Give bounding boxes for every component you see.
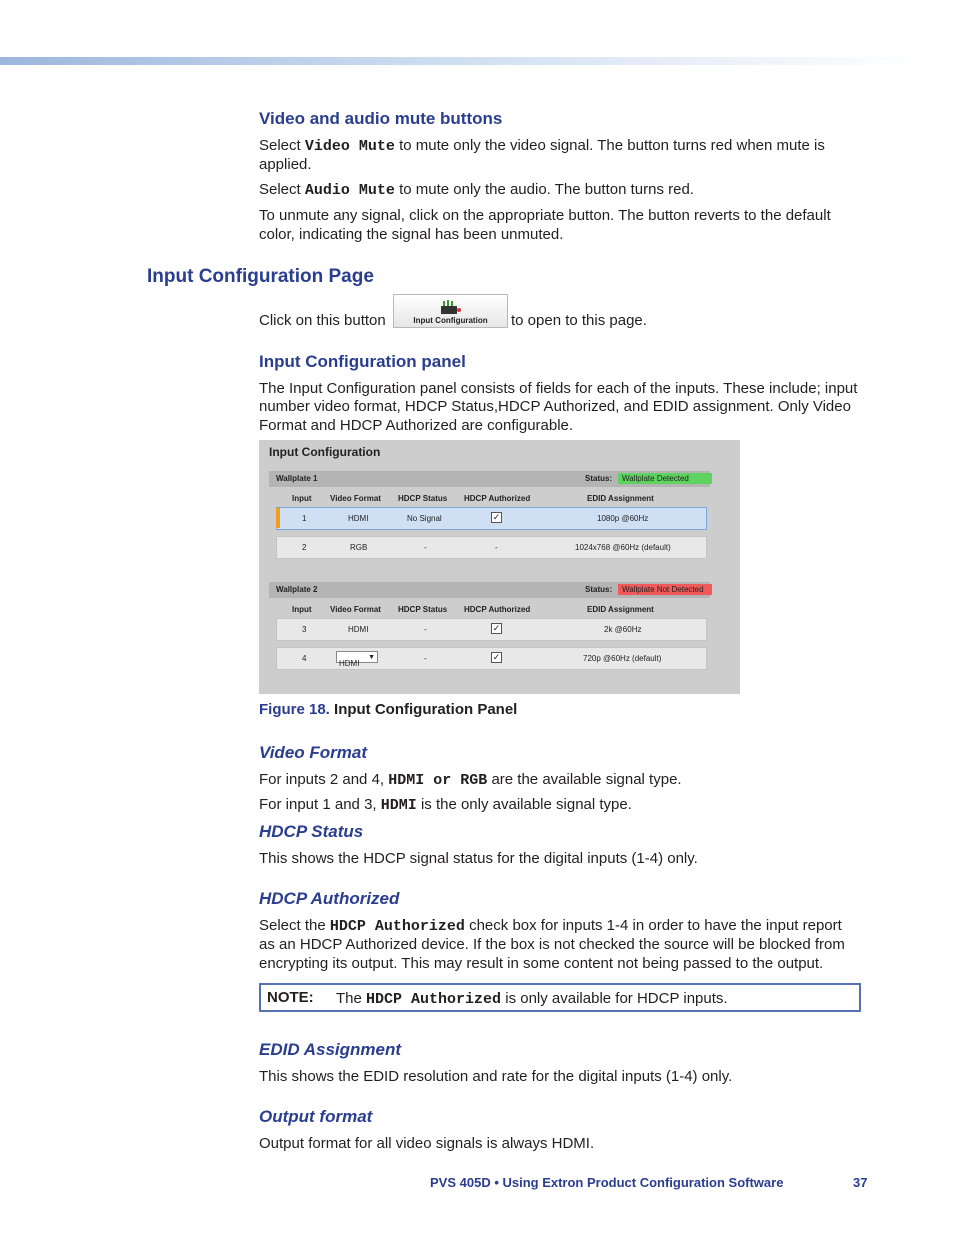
panel-desc-line2: number video format, HDCP Status,HDCP Authorized, and EDID assignment. Only Video	[259, 398, 851, 415]
hdcp-authorized-checkbox[interactable]: ✓	[492, 623, 501, 633]
section-heading-input-config-panel: Input Configuration panel	[259, 352, 466, 371]
panel-desc-line1: The Input Configuration panel consists of fields for each of the inputs. These include; input	[259, 380, 858, 397]
table-row-input-2[interactable]	[276, 536, 707, 559]
mute-paragraph-1-line2: applied.	[259, 156, 312, 173]
cell-hdcp-status: -	[424, 654, 427, 663]
cell-hdcp-status: -	[424, 625, 427, 634]
hdcp-authorized-checkbox[interactable]: ✓	[492, 652, 501, 662]
text: are the available signal type.	[491, 771, 682, 788]
dropdown-value: HDMI	[339, 659, 360, 668]
cell-edid: 1080p @60Hz	[597, 514, 649, 523]
wallplate-name: Wallplate 1	[276, 474, 318, 483]
text: For inputs 2 and 4,	[259, 771, 385, 788]
col-hdcp-status: HDCP Status	[398, 494, 448, 503]
wallplate-name: Wallplate 2	[276, 585, 318, 594]
mute-paragraph-2	[259, 180, 694, 200]
screenshot-title: Input Configuration	[269, 445, 381, 459]
figure-label: Figure 18.	[259, 701, 330, 718]
output-format-text: Output format for all video signals is always HDMI.	[259, 1135, 595, 1152]
col-edid-assignment: EDID Assignment	[587, 494, 654, 503]
col-video-format: Video Format	[330, 494, 381, 503]
status-label: Status:	[585, 474, 613, 483]
mute-paragraph-3-line1: To unmute any signal, click on the appropriate button. The button reverts to the default	[259, 207, 831, 224]
cell-format: HDMI	[348, 625, 369, 634]
col-input: Input	[292, 494, 312, 503]
col-input: Input	[292, 605, 312, 614]
text: Select	[259, 181, 301, 198]
top-decorative-bar	[0, 57, 930, 65]
text: to mute only the audio. The button turns red.	[399, 181, 694, 198]
text: is the only available signal type.	[420, 796, 632, 813]
cell-authorized: -	[495, 543, 498, 552]
cell-input: 4	[302, 654, 307, 663]
section-heading-video-format: Video Format	[259, 743, 367, 762]
col-hdcp-status: HDCP Status	[398, 605, 448, 614]
status-label: Status:	[585, 585, 613, 594]
text: Select the	[259, 917, 326, 934]
section-heading-mute: Video and audio mute buttons	[259, 109, 503, 128]
note-text	[336, 989, 728, 1009]
wallplate-1-header	[269, 471, 710, 487]
input-configuration-icon	[435, 298, 465, 316]
col-video-format: Video Format	[330, 605, 381, 614]
hdcp-authorized-line3: encrypting its output. This may result in some content not being passed to the output.	[259, 955, 824, 972]
chevron-down-icon: ▼	[368, 654, 375, 661]
text: Select	[259, 137, 301, 154]
text: is only available for HDCP inputs.	[505, 990, 728, 1007]
text: The	[336, 990, 362, 1007]
hdcp-authorized-line1	[259, 916, 842, 936]
text: to mute only the video signal. The button turns red when mute is	[399, 137, 825, 154]
hdcp-authorized-line2: as an HDCP Authorized device. If the box is not checked the source will be blocked from	[259, 936, 845, 953]
input-configuration-button[interactable]	[393, 294, 508, 328]
figure-caption-text: Input Configuration Panel	[334, 701, 518, 718]
text: check box for inputs 1-4 in order to have the input report	[469, 917, 842, 934]
video-format-line1	[259, 770, 682, 790]
code-hdmi: HDMI	[380, 797, 417, 814]
section-heading-edid: EDID Assignment	[259, 1040, 402, 1059]
code-hdcp-authorized: HDCP Authorized	[366, 991, 502, 1008]
text: For input 1 and 3,	[259, 796, 377, 813]
code-hdcp-authorized: HDCP Authorized	[329, 918, 465, 935]
section-heading-hdcp-status: HDCP Status	[259, 822, 364, 841]
status-badge: Wallplate Detected	[618, 473, 712, 484]
mute-paragraph-1	[259, 136, 825, 156]
cell-input: 3	[302, 625, 307, 634]
row-selection-marker	[276, 508, 280, 528]
wallplate-2-header	[269, 582, 710, 598]
cell-edid: 2k @60Hz	[604, 625, 642, 634]
edid-text: This shows the EDID resolution and rate for the digital inputs (1-4) only.	[259, 1068, 733, 1085]
page-number: 37	[853, 1175, 868, 1190]
status-badge: Wallplate Not Detected	[618, 584, 712, 595]
cell-hdcp-status: No Signal	[407, 514, 442, 523]
table-row-input-3[interactable]	[276, 618, 707, 641]
input-configuration-screenshot	[259, 440, 740, 694]
col-hdcp-authorized: HDCP Authorized	[464, 605, 531, 614]
table-row-input-4[interactable]	[276, 647, 707, 670]
note-box	[259, 983, 861, 1012]
section-heading-hdcp-authorized: HDCP Authorized	[259, 889, 400, 908]
hdcp-authorized-checkbox[interactable]: ✓	[492, 512, 501, 522]
section-heading-output-format: Output format	[259, 1107, 373, 1126]
cell-input: 2	[302, 543, 307, 552]
hdcp-status-text: This shows the HDCP signal status for the digital inputs (1-4) only.	[259, 850, 698, 867]
panel-desc-line3: Format and HDCP Authorized are configurable.	[259, 417, 574, 434]
mute-paragraph-3-line2: color, indicating the signal has been unmuted.	[259, 226, 564, 243]
click-instruction-post: to open to this page.	[511, 312, 647, 329]
footer-title: PVS 405D • Using Extron Product Configuration Software	[430, 1175, 784, 1190]
code-video-mute: Video Mute	[304, 138, 395, 155]
cell-edid: 1024x768 @60Hz (default)	[575, 543, 671, 552]
section-heading-input-config-page: Input Configuration Page	[147, 266, 374, 287]
click-instruction-pre: Click on this button	[259, 312, 386, 329]
code-audio-mute: Audio Mute	[304, 182, 395, 199]
button-label: Input Configuration	[413, 316, 488, 325]
note-label: NOTE:	[267, 989, 314, 1006]
figure-caption	[259, 701, 517, 718]
table-row-input-1[interactable]	[276, 507, 707, 530]
cell-format: HDMI	[348, 514, 369, 523]
cell-input: 1	[302, 514, 307, 523]
cell-format: RGB	[350, 543, 368, 552]
cell-hdcp-status: -	[424, 543, 427, 552]
code-hdmi-rgb: HDMI or RGB	[388, 772, 488, 789]
cell-edid: 720p @60Hz (default)	[583, 654, 662, 663]
video-format-line2	[259, 795, 632, 815]
col-hdcp-authorized: HDCP Authorized	[464, 494, 531, 503]
col-edid-assignment: EDID Assignment	[587, 605, 654, 614]
video-format-dropdown[interactable]	[336, 651, 378, 668]
